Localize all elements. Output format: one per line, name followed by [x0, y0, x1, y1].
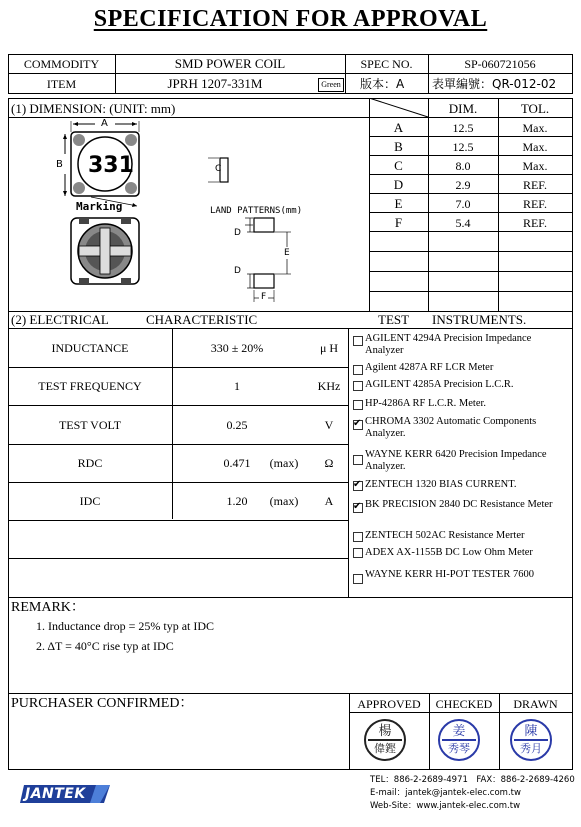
instrument-label: HP-4286A RF L.C.R. Meter.: [365, 398, 487, 409]
instrument-checkbox[interactable]: [353, 532, 363, 542]
instrument-label: BK PRECISION 2840 DC Resistance Meter: [365, 499, 553, 510]
drawn-label: DRAWN: [513, 697, 558, 711]
param-name: IDC: [79, 494, 101, 508]
dim-label-d-lower: D: [234, 266, 241, 276]
instrument-label: ZENTECH 1320 BIAS CURRENT.: [365, 479, 517, 490]
instrument-checkbox[interactable]: [353, 420, 363, 430]
tol-value: Max.: [522, 159, 548, 173]
param-value: 0.471: [223, 456, 251, 470]
dim-letter: F: [394, 215, 403, 230]
dim-value: 7.0: [455, 197, 471, 211]
page-title: SPECIFICATION FOR APPROVAL: [93, 6, 488, 32]
checked-stamp: 姜 秀琴: [438, 719, 480, 761]
instrument-checkbox[interactable]: [353, 365, 363, 375]
tol-value: Max.: [522, 140, 548, 154]
instrument-label: AGILENT 4285A Precision L.C.R.: [365, 379, 514, 390]
logo-text: JANTEK: [25, 786, 86, 802]
purchaser-confirmed-title: PURCHASER CONFIRMED：: [11, 696, 194, 711]
spec-no-label: SPEC NO.: [360, 57, 413, 71]
instrument-checkbox[interactable]: [353, 548, 363, 558]
tol-value: REF.: [522, 216, 548, 230]
instrument-label: ADEX AX-1155B DC Low Ohm Meter: [365, 547, 533, 558]
dimension-section-title: (1) DIMENSION: (UNIT: mm): [11, 101, 176, 116]
dim-value: 12.5: [452, 140, 474, 154]
dim-letter: C: [394, 158, 403, 173]
dim-label-b: B: [56, 159, 63, 170]
instrument-label: Agilent 4287A RF LCR Meter: [365, 362, 494, 373]
instrument-checkbox[interactable]: [353, 381, 363, 391]
dim-label-d: D: [234, 228, 241, 238]
electrical-section-subtitle: CHARACTERISTIC: [146, 312, 258, 327]
instrument-label: WAYNE KERR 6420 Precision Impedance Analyzer.: [365, 449, 547, 472]
param-unit: μ H: [319, 341, 339, 355]
form-number: 表單編號：QR-012-02: [432, 77, 557, 91]
dim-label-c: C: [215, 164, 222, 174]
dim-label-e: E: [284, 248, 290, 258]
param-unit: V: [324, 418, 334, 432]
dim-column-header: DIM.: [448, 101, 478, 116]
dim-letter: D: [393, 177, 404, 192]
dim-value: 5.4: [455, 216, 471, 230]
instrument-label: CHROMA 3302 Automatic Components Analyzer.: [365, 416, 537, 439]
param-unit: KHz: [317, 379, 341, 393]
land-patterns-label: LAND PATTERNS(mm): [210, 206, 303, 216]
tol-value: REF.: [522, 178, 548, 192]
param-unit: Ω: [324, 456, 334, 470]
param-value: 0.25: [226, 418, 248, 432]
dim-letter: E: [394, 196, 403, 211]
approved-label: APPROVED: [357, 697, 421, 711]
dim-letter: A: [393, 120, 404, 135]
dim-value: 12.5: [452, 121, 474, 135]
marking-code: 331: [88, 153, 134, 178]
dim-value: 8.0: [455, 159, 471, 173]
remark-note: 2. ΔT = 40°C rise typ at IDC: [36, 639, 174, 653]
param-value: 1: [234, 379, 240, 393]
instrument-label: WAYNE KERR HI-POT TESTER 7600: [365, 569, 534, 580]
param-value: 330 ± 20%: [210, 341, 264, 355]
instrument-checkbox[interactable]: [353, 400, 363, 410]
tol-value: REF.: [522, 197, 548, 211]
marking-label: Marking: [76, 200, 123, 213]
approved-stamp: 楊 偉鏗: [364, 719, 406, 761]
instrument-checkbox[interactable]: [353, 481, 363, 491]
jantek-logo: [20, 783, 110, 805]
instruments-title: INSTRUMENTS.: [432, 312, 527, 327]
commodity-value: SMD POWER COIL: [174, 56, 286, 71]
spec-no-value: SP-060721056: [464, 57, 536, 71]
param-unit: A: [324, 494, 334, 508]
green-tag: Green: [318, 78, 344, 92]
item-label: ITEM: [46, 77, 77, 91]
instrument-checkbox[interactable]: [353, 455, 363, 465]
dim-label-f: F: [261, 292, 267, 302]
instruments-title-test: TEST: [378, 312, 410, 327]
version: 版本：A: [360, 77, 405, 91]
param-value: 1.20: [226, 494, 248, 508]
dim-value: 2.9: [455, 178, 471, 192]
instrument-checkbox[interactable]: [353, 336, 363, 346]
tol-column-header: TOL.: [520, 101, 550, 116]
instrument-checkbox[interactable]: [353, 503, 363, 513]
footer-tel-fax: TEL：886-2-2689-4971 FAX：886-2-2689-4260: [370, 775, 575, 785]
item-value: JPRH 1207-331M: [167, 76, 263, 91]
param-name: TEST VOLT: [58, 418, 122, 432]
drawn-stamp: 陳 秀月: [510, 719, 552, 761]
param-name: RDC: [77, 456, 103, 470]
dim-label-a: A: [101, 118, 108, 129]
checked-label: CHECKED: [435, 697, 493, 711]
param-cond: (max): [269, 494, 299, 508]
param-name: INDUCTANCE: [51, 341, 129, 355]
tol-value: Max.: [522, 121, 548, 135]
footer-email: E-mail：jantek@jantek-elec.com.tw: [370, 788, 521, 798]
param-name: TEST FREQUENCY: [38, 379, 142, 393]
instrument-label: ZENTECH 502AC Resistance Merter: [365, 530, 525, 541]
remark-note: 1. Inductance drop = 25% typ at IDC: [36, 619, 215, 633]
electrical-section-title: (2) ELECTRICAL: [11, 312, 109, 327]
diagonal-slash: [369, 98, 429, 118]
instrument-label: AGILENT 4294A Precision Impedance Analyzer: [365, 333, 532, 356]
dim-letter: B: [394, 139, 403, 154]
bottom-view: [71, 218, 139, 284]
footer-website: Web-Site：www.jantek-elec.com.tw: [370, 801, 521, 811]
commodity-label: COMMODITY: [23, 57, 100, 71]
land-patterns: [245, 218, 291, 302]
remark-title: REMARK：: [11, 600, 85, 615]
dimension-drawing: [9, 118, 368, 310]
param-cond: (max): [269, 456, 299, 470]
instrument-checkbox[interactable]: [353, 574, 363, 584]
